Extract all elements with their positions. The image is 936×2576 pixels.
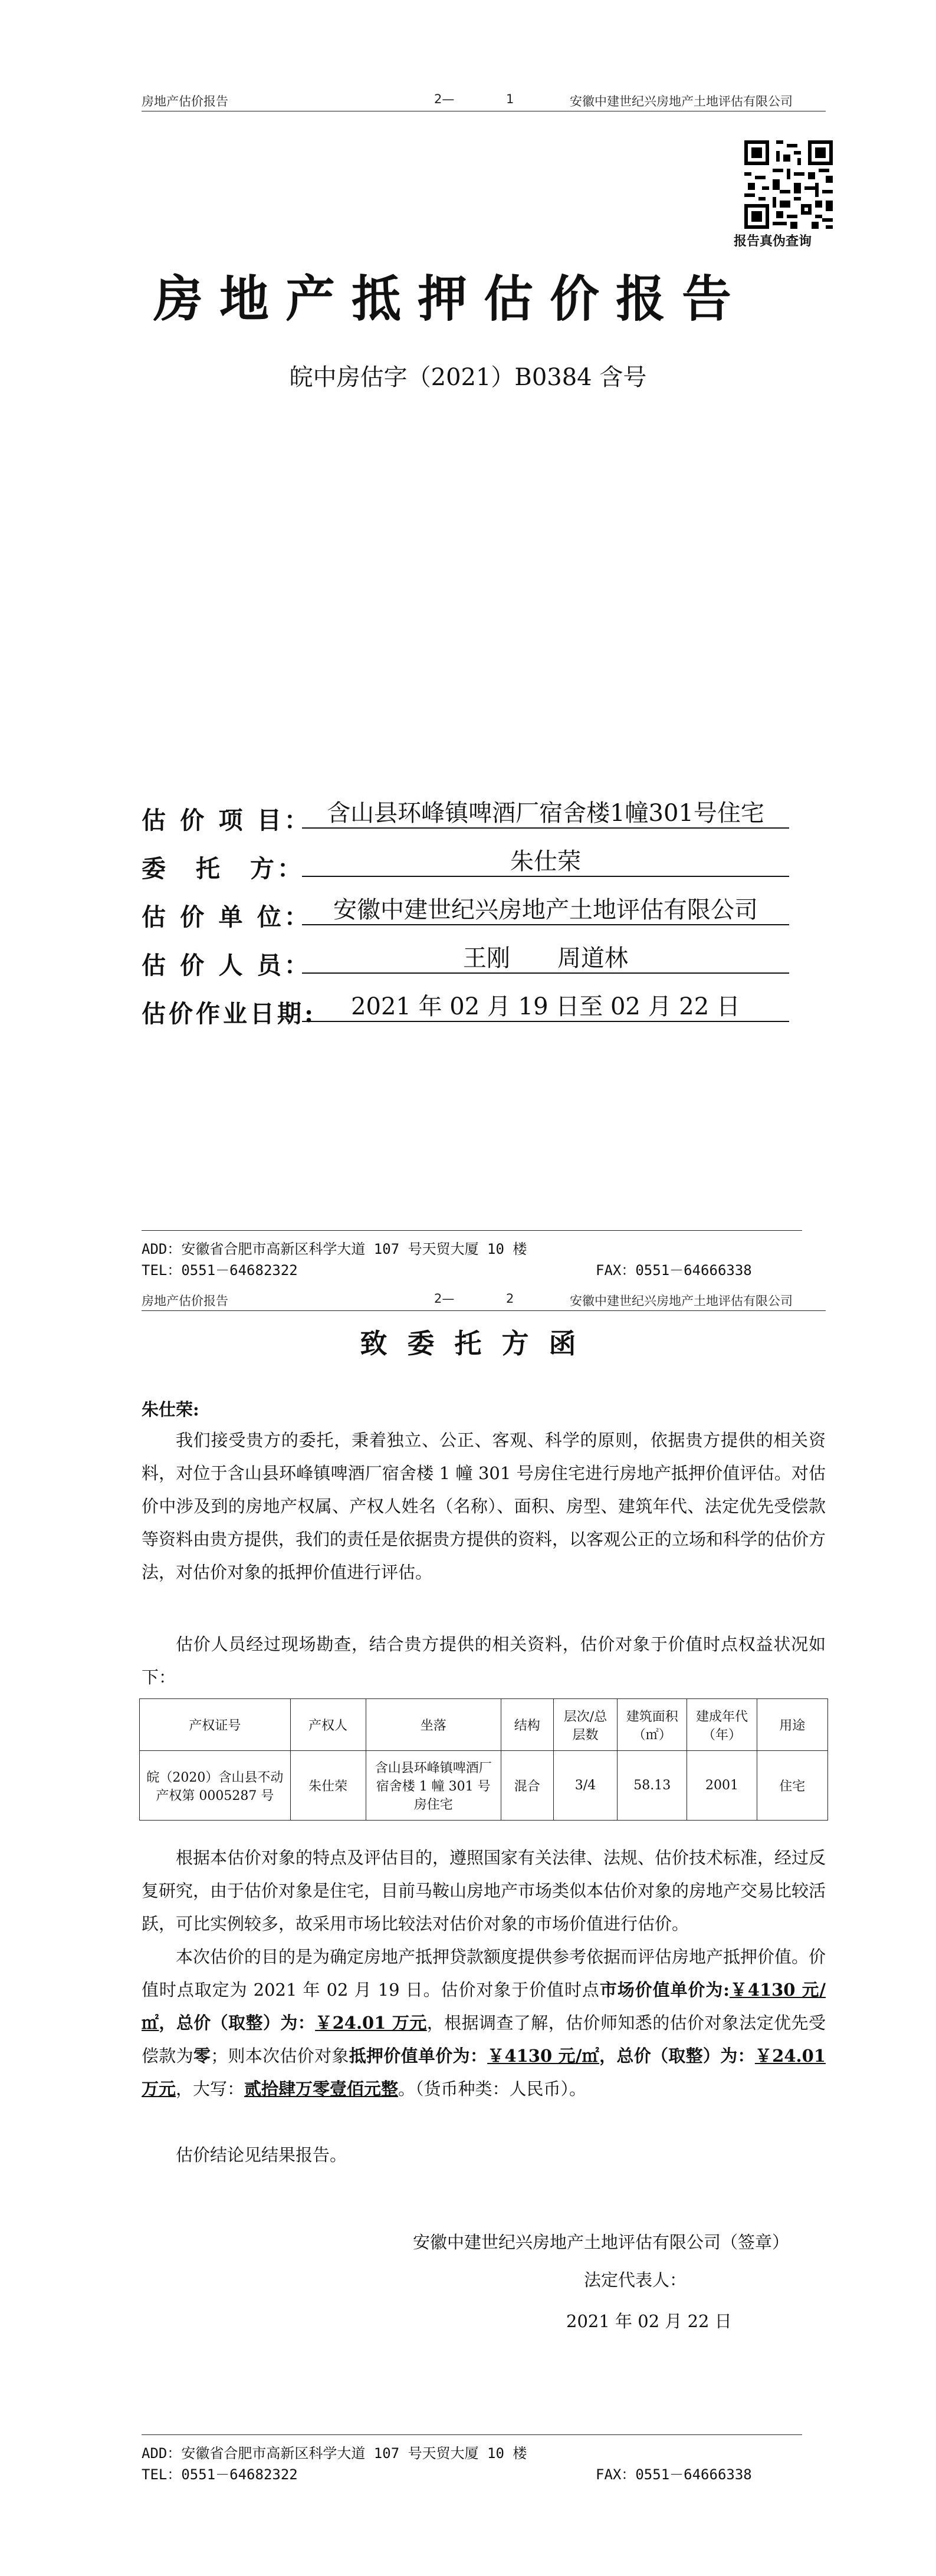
- page1-header-page-prefix: 2—: [434, 92, 455, 106]
- amount-in-words: 贰拾肆万零壹佰元整: [244, 2079, 399, 2099]
- para4-text: ，大写：: [176, 2079, 245, 2099]
- qr-caption: 报告真伪查询: [734, 234, 812, 249]
- property-table-header-row: [140, 1699, 828, 1751]
- page2-header-page-num: 2: [506, 1292, 514, 1306]
- table-header-cell: 建成年代（年）: [687, 1699, 757, 1751]
- field-value-project: 含山县环峰镇啤酒厂宿舍楼1幢301号住宅: [302, 799, 789, 829]
- page1-header-right: 安徽中建世纪兴房地产土地评估有限公司: [570, 94, 793, 109]
- page2-header-rule: [142, 1310, 826, 1311]
- mortgage-total-label: ，总价（取整）为：: [599, 2046, 755, 2066]
- field-label-project: 估 价 项 目：: [142, 806, 311, 834]
- para4-text: 。（货币种类：人民币）。: [398, 2079, 587, 2099]
- page1-header-left: 房地产估价报告: [142, 94, 228, 109]
- table-cell-usage: 住宅: [757, 1751, 827, 1821]
- mortgage-unit-price: ￥4130 元/㎡: [487, 2046, 600, 2066]
- table-cell-year: 2001: [687, 1751, 757, 1821]
- page2-header-left: 房地产估价报告: [142, 1294, 228, 1308]
- table-cell-structure: 混合: [501, 1751, 553, 1821]
- table-header-cell: 建筑面积（㎡）: [618, 1699, 687, 1751]
- letter-paragraph-3: 根据本估价对象的特点及评估目的，遵照国家有关法律、法规、估价技术标准，经过反复研究，由于估价对象是住宅，目前马鞍山房地产市场类似本估价对象的房地产交易比较活跃，可比实例较多，故采用市场比较法对估价对象的市场价值进行估价。: [142, 1848, 826, 1934]
- para4-text: ；则本次估价对象: [211, 2046, 349, 2066]
- property-table: [139, 1698, 828, 1821]
- field-value-date: 2021 年 02 月 19 日至 02 月 22 日: [302, 993, 789, 1022]
- field-value-client: 朱仕荣: [302, 847, 789, 877]
- letter-salutation: 朱仕荣:: [142, 1399, 199, 1420]
- field-label-date: 估价作业日期:: [142, 1000, 317, 1028]
- table-header-cell: 产权证号: [140, 1699, 291, 1751]
- table-cell-floor: 3/4: [553, 1751, 617, 1821]
- letter-paragraph-5: 估价结论见结果报告。: [176, 2145, 347, 2165]
- market-unit-price: ￥4130 元/㎡: [142, 1980, 826, 2033]
- field-label-unit: 估 价 单 位：: [142, 903, 311, 931]
- market-unit-price-label: 市场价值单价为:: [599, 1980, 730, 2000]
- priority-claim: 零: [193, 2046, 211, 2066]
- field-label-personnel: 估 价 人 员：: [142, 951, 311, 980]
- para4-text: ，根据调查了解，估价师知悉的估价对象法定优先受偿款为: [142, 2013, 826, 2066]
- signature-date: 2021 年 02 月 22 日: [566, 2311, 732, 2331]
- mortgage-total-price: ￥24.01 万元: [142, 2046, 826, 2099]
- page1-footer-fax: FAX：0551－64666338: [596, 1262, 752, 1279]
- table-row: [140, 1751, 828, 1821]
- page1-header-page-num: 1: [506, 92, 514, 106]
- page2-footer-address: ADD：安徽省合肥市高新区科学大道 107 号天贸大厦 10 楼: [142, 2445, 527, 2462]
- table-cell-cert-no: 皖（2020）含山县不动产权第 0005287 号: [140, 1751, 291, 1821]
- page1-footer-tel: TEL：0551－64682322: [142, 1262, 298, 1279]
- table-cell-area: 58.13: [618, 1751, 687, 1821]
- table-cell-location: 含山县环峰镇啤酒厂宿舍楼 1 幢 301 号房住宅: [366, 1751, 501, 1821]
- page1-title: 房地产抵押估价报告: [153, 270, 748, 328]
- letter-paragraph-2: 估价人员经过现场勘查，结合贵方提供的相关资料，估价对象于价值时点权益状况如下：: [142, 1634, 826, 1687]
- table-header-cell: 用途: [757, 1699, 827, 1751]
- para4-text: 本次估价的目的是为确定房地产抵押贷款额度提供参考依据而评估房地产抵押价值。价值时点取定为 2021 年 02 月 19 日。估价对象于价值时点: [142, 1947, 826, 2000]
- market-total-label: ，总价（取整）为：: [159, 2013, 316, 2033]
- page2-footer-rule: [142, 2434, 802, 2435]
- signature-company: 安徽中建世纪兴房地产土地评估有限公司（签章）: [413, 2232, 790, 2252]
- letter-paragraph-1: 我们接受贵方的委托，秉着独立、公正、客观、科学的原则，依据贵方提供的相关资料，对位于含山县环峰镇啤酒厂宿舍楼 1 幢 301 号房住宅进行房地产抵押价值评估。对估价中涉及到的房地产权属、产权人姓名（名称）、面积、房型、建筑年代、法定优先受偿款等资料由贵方提供，我们的责任是依据贵方提供的资料，以客观公正的立场和科学的估价方法，对估价对象的抵押价值进行评估。: [142, 1430, 826, 1582]
- table-cell-owner: 朱仕荣: [290, 1751, 366, 1821]
- page2-header-right: 安徽中建世纪兴房地产土地评估有限公司: [570, 1294, 793, 1308]
- table-header-cell: 层次/总层数: [553, 1699, 617, 1751]
- report-number: 皖中房估字（2021）B0384 含号: [289, 364, 647, 391]
- page1-footer-address: ADD：安徽省合肥市高新区科学大道 107 号天贸大厦 10 楼: [142, 1241, 527, 1257]
- page2-footer-tel: TEL：0551－64682322: [142, 2466, 298, 2483]
- field-label-client: 委 托 方：: [142, 855, 304, 883]
- market-total-price: ￥24.01 万元: [315, 2013, 427, 2033]
- letter-paragraph-4: [142, 1940, 826, 2105]
- table-header-cell: 结构: [501, 1699, 553, 1751]
- table-header-cell: 产权人: [290, 1699, 366, 1751]
- field-value-unit: 安徽中建世纪兴房地产土地评估有限公司: [302, 896, 789, 925]
- field-value-personnel: 王刚 周道林: [302, 944, 789, 974]
- qr-code-icon[interactable]: [744, 140, 833, 229]
- letter-title: 致委托方函: [360, 1328, 596, 1359]
- page1-footer-rule: [142, 1230, 802, 1231]
- table-header-cell: 坐落: [366, 1699, 501, 1751]
- signature-legal-rep: 法定代表人：: [584, 2270, 687, 2290]
- page2-header-page-prefix: 2—: [434, 1292, 455, 1306]
- mortgage-unit-price-label: 抵押价值单价为：: [349, 2046, 488, 2066]
- page2-footer-fax: FAX：0551－64666338: [596, 2466, 752, 2483]
